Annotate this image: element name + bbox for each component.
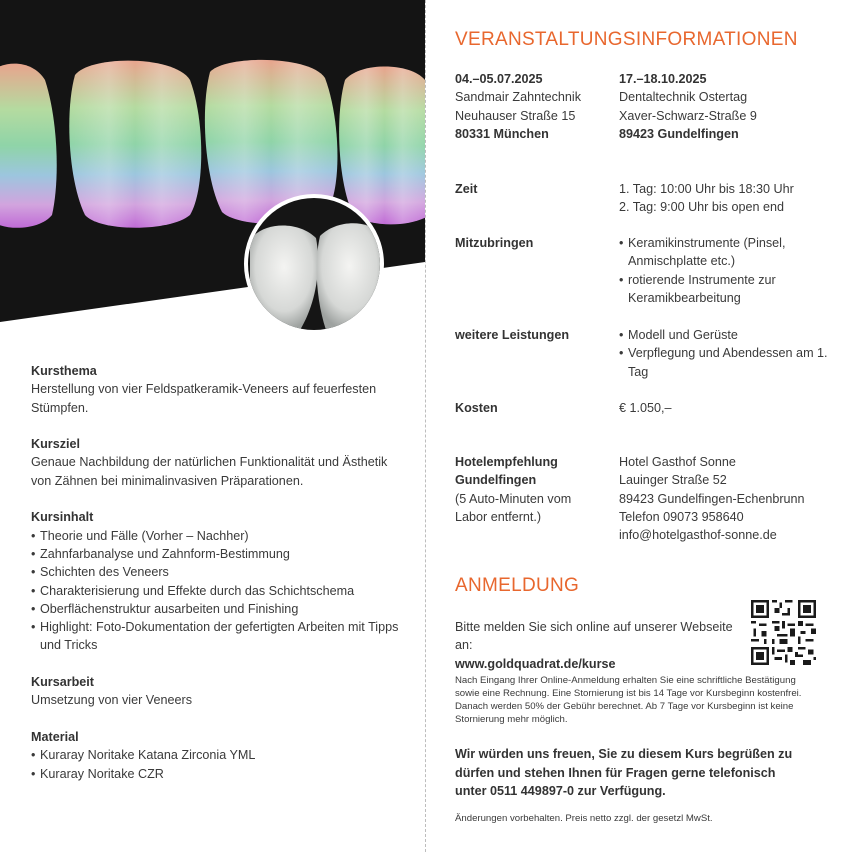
registration-instruction: Bitte melden Sie sich online auf unserer Webseite an: [455, 620, 733, 653]
zeit-value [619, 180, 829, 217]
list-item: • Modell und Gerüste [619, 326, 829, 344]
hotel-address [619, 453, 829, 544]
kosten-label: Kosten [455, 401, 498, 415]
closing-text: Wir würden uns freuen, Sie zu diesem Kurs begrüßen zu dürfen und stehen Ihnen für Fragen gerne telefonisch unter 0511 449897-0 zur Verfügung. [455, 747, 793, 799]
venue-name: Dentaltechnik Ostertag [619, 90, 748, 105]
list-item: • Kuraray Noritake Katana Zirconia YML [31, 746, 401, 764]
cancellation-terms: Nach Eingang Ihrer Online-Anmeldung erhalten Sie eine schriftliche Bestätigung sowie eine Rechnung. Eine Stornierung ist bis 14 Tage vor Kursbeginn kostenfrei. Danach werden 50% der Gebühr berechnet. Ab 7 Tage vor Kursbeginn ist keine Stornierung mehr möglich. [455, 675, 802, 725]
footer-note: Änderungen vorbehalten. Preis netto zzgl. der gesetzl MwSt. [455, 813, 713, 824]
zeit-line: 1. Tag: 10:00 Uhr bis 18:30 Uhr [619, 182, 794, 196]
list-item: • Keramikinstrumente (Pinsel, Anmischplatte etc.) [619, 234, 829, 271]
venue-city: 80331 München [455, 126, 549, 141]
venue-munich [455, 70, 581, 143]
zeit-line: 2. Tag: 9:00 Uhr bis open end [619, 200, 785, 215]
section-kursthema [31, 362, 401, 417]
kursinhalt-list [31, 527, 401, 655]
list-item: • Schichten des Veneers [31, 563, 401, 581]
list-item: • Verpflegung und Abendessen am 1. Tag [619, 344, 829, 381]
venue-date: 04.–05.07.2025 [455, 72, 543, 86]
hotel-note: (5 Auto-Minuten vom Labor entfernt.) [455, 491, 572, 524]
hotel-line: Telefon 09073 958640 [619, 509, 744, 524]
hotel-label [455, 453, 605, 526]
leistungen-label: weitere Leistungen [455, 328, 570, 342]
hero-image [0, 0, 425, 345]
kursthema-text: Herstellung von vier Feldspatkeramik-Veneers auf feuerfesten Stümpfen. [31, 382, 377, 415]
material-heading: Material [31, 729, 79, 744]
hotel-line: Lauinger Straße 52 [619, 473, 727, 488]
zeit-label: Zeit [455, 182, 478, 196]
section-kursinhalt [31, 508, 401, 654]
hotel-line: Hotel Gasthof Sonne [619, 455, 736, 469]
section-kursarbeit [31, 673, 401, 710]
venue-date: 17.–18.10.2025 [619, 72, 707, 86]
hotel-label-line1: Hotelempfehlung [455, 455, 558, 469]
list-item: • Theorie und Fälle (Vorher – Nachher) [31, 527, 401, 545]
column-divider [425, 0, 426, 852]
kosten-value: € 1.050,– [619, 401, 672, 415]
hotel-label-line2: Gundelfingen [455, 473, 537, 488]
kursziel-heading: Kursziel [31, 437, 80, 452]
hotel-line: 89423 Gundelfingen-Echenbrunn [619, 491, 805, 506]
venue-gundelfingen [619, 70, 757, 143]
list-item: • Kuraray Noritake CZR [31, 765, 401, 783]
list-item: • Charakterisierung und Effekte durch das Schichtschema [31, 582, 401, 600]
kursarbeit-heading: Kursarbeit [31, 675, 94, 690]
kursziel-text: Genaue Nachbildung der natürlichen Funktionalität und Ästhetik von Zähnen bei minimalinvasiven Präparationen. [31, 455, 388, 488]
list-item: • rotierende Instrumente zur Keramikbearbeitung [619, 271, 829, 308]
course-details [31, 362, 401, 801]
event-info-title: VERANSTALTUNGSINFORMATIONEN [455, 29, 798, 50]
hotel-email[interactable]: info@hotelgasthof-sonne.de [619, 528, 777, 543]
registration-url[interactable]: www.goldquadrat.de/kurse [455, 656, 616, 671]
leistungen-value [619, 326, 829, 381]
venue-street: Xaver-Schwarz-Straße 9 [619, 108, 757, 123]
venue-street: Neuhauser Straße 15 [455, 108, 576, 123]
kursarbeit-text: Umsetzung von vier Veneers [31, 693, 193, 708]
veneer-photo [0, 0, 425, 345]
registration-text [455, 618, 745, 673]
qr-code-icon[interactable] [751, 600, 816, 665]
mitzubringen-label: Mitzubringen [455, 236, 534, 250]
section-material [31, 728, 401, 783]
anmeldung-title: ANMELDUNG [455, 575, 580, 596]
kursinhalt-heading: Kursinhalt [31, 510, 94, 525]
venue-name: Sandmair Zahntechnik [455, 90, 582, 105]
mitzubringen-value [619, 234, 829, 307]
list-item: • Oberflächenstruktur ausarbeiten und Finishing [31, 600, 401, 618]
list-item: • Zahnfarbanalyse und Zahnform-Bestimmung [31, 545, 401, 563]
list-item: • Highlight: Foto-Dokumentation der gefertigten Arbeiten mit Tipps und Tricks [31, 618, 401, 655]
kursthema-heading: Kursthema [31, 364, 97, 378]
venue-city: 89423 Gundelfingen [619, 126, 739, 141]
section-kursziel [31, 435, 401, 490]
material-list [31, 746, 401, 783]
